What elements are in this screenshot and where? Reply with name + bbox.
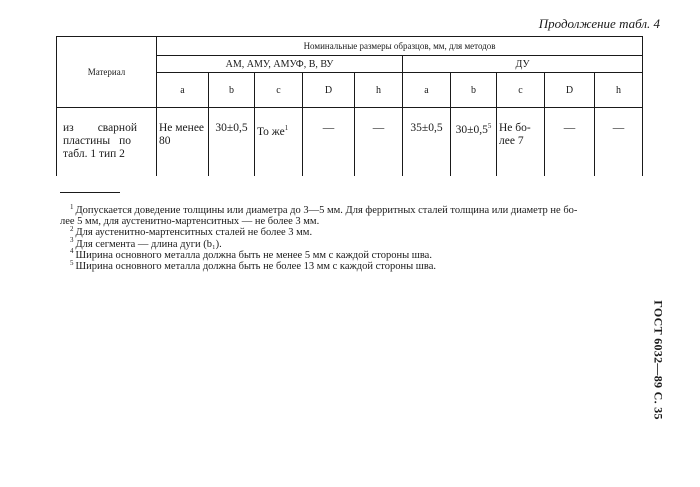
page-label (646, 300, 670, 420)
cell-left-h: — (355, 108, 403, 177)
cell-text: лее 7 (499, 135, 524, 147)
cell-right-a: 35±0,5 (403, 108, 451, 177)
cell-right-c (497, 108, 545, 177)
footnote (70, 202, 640, 216)
footnote (70, 236, 640, 250)
table-continuation-label: Продолжение табл. 4 (538, 16, 660, 31)
footnote-number: 5 (70, 258, 74, 267)
cell-text: То же (257, 125, 285, 138)
col-header-c: c (497, 73, 545, 108)
col-header-a: a (403, 73, 451, 108)
specimen-dimensions-table (56, 36, 642, 176)
col-header-d: D (545, 73, 595, 108)
footnote-number: 2 (70, 224, 74, 233)
dimensions-table (56, 36, 643, 176)
footnote (70, 258, 640, 273)
cell-text: Не бо- (499, 122, 531, 134)
cell-text: 30±0,5 (455, 123, 488, 136)
cell-left-b: 30±0,5 (209, 108, 255, 177)
method-header-am: АМ, АМУ, АМУФ, В, ВУ (157, 56, 403, 73)
footnote (70, 224, 640, 239)
footnotes (60, 202, 640, 273)
col-header-c: c (255, 73, 303, 108)
sizes-group-header: Номинальные размеры образцов, мм, для методов (157, 37, 643, 56)
cell-text: Не менее (159, 122, 205, 134)
footnote-number: 3 (70, 236, 74, 245)
footnote-ref: 1 (284, 124, 289, 132)
footnote-divider (60, 192, 120, 193)
col-header-b: b (451, 73, 497, 108)
page-label-text: ГОСТ 6032—89 С. 35 (651, 300, 666, 420)
cell-left-d: — (303, 108, 355, 177)
footnote-text: Допускается доведение толщины или диаметра до 3—5 мм. Для ферритных сталей толщина или диаметр не бо- (75, 205, 578, 216)
cell-right-h: — (595, 108, 643, 177)
material-line: пластины по (63, 135, 131, 147)
cell-right-d: — (545, 108, 595, 177)
footnote-number: 1 (70, 202, 74, 211)
material-line: табл. 1 тип 2 (63, 148, 125, 160)
col-header-d: D (303, 73, 355, 108)
material-line: из сварной (63, 122, 137, 134)
footnote-text: Ширина основного металла должна быть не менее 5 мм с каждой стороны шва. (75, 249, 432, 261)
footnote-text: Для сегмента — длина дуги (b₁). (75, 238, 222, 250)
footnote-text: Ширина основного металла должна быть не более 13 мм с каждой стороны шва. (75, 261, 436, 273)
cell-left-c (255, 108, 303, 177)
footnote-text: лее 5 мм, для аустенитно-мартенситных — не более 3 мм. (60, 216, 320, 228)
material-cell (57, 108, 157, 177)
footnote-ref: 5 (487, 122, 492, 130)
material-header: Материал (57, 37, 157, 108)
col-header-a: a (157, 73, 209, 108)
footnote-text: Для аустенитно-мартенситных сталей не более 3 мм. (75, 227, 313, 239)
footnote-number: 4 (70, 247, 74, 256)
footnote (70, 247, 640, 261)
footnote (60, 216, 640, 227)
col-header-b: b (209, 73, 255, 108)
table-row (57, 108, 643, 177)
col-header-h: h (595, 73, 643, 108)
cell-left-a (157, 108, 209, 177)
col-header-h: h (355, 73, 403, 108)
cell-text: 80 (159, 135, 171, 147)
method-header-du: ДУ (403, 56, 643, 73)
cell-right-b (451, 108, 497, 177)
